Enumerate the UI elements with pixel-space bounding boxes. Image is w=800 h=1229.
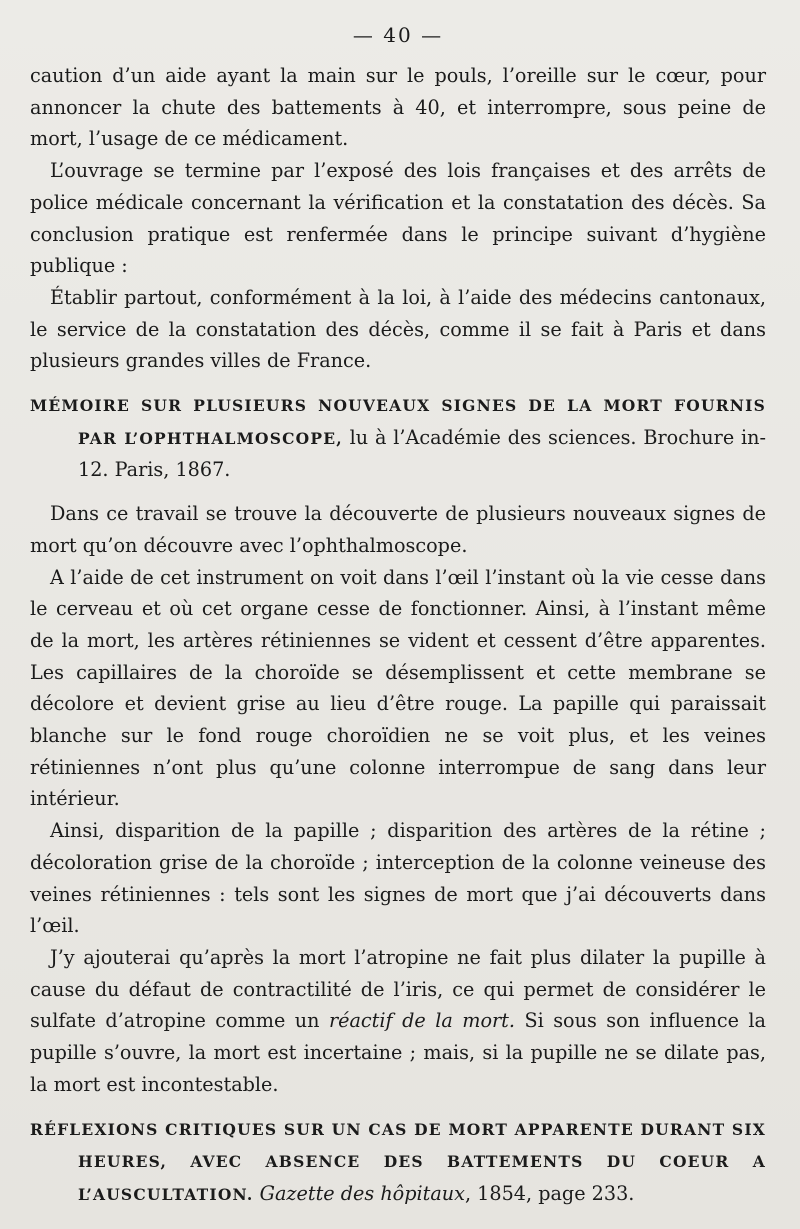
entry-details: lu à l’Académie des sciences. Brochure in-12. Paris, 1867. [78,425,767,482]
paragraph-travail: Dans ce travail se trouve la découverte de plusieurs nouveaux signes de mort qu’on découvre avec l’ophthalmoscope. [30,502,766,557]
paragraph-instrument: A l’aide de cet instrument on voit dans l’œil l’instant où la vie cesse dans le cerveau et où cet organe cesse de fonctionner. Ainsi, à l’instant même de la mort, les artères rétiniennes se vident et cessent d’être apparentes. Les capillaires de la choroïde se désemplissent et cette membrane se décolore et devient grise au lieu d’être rouge. La papille qui paraissait blanche sur le fond rouge choroïdien ne se voit plus, et les veines rétiniennes n’ont plus qu’une colonne interrompue de sang dans leur intérieur. [30,565,766,811]
paragraph-atropine [30,942,766,1101]
paragraph-continuation: caution d’un aide ayant la main sur le pouls, l’oreille sur le cœur, pour annoncer la chute des battements à 40, et interrompre, sous peine de mort, l’usage de ce médicament. [30,64,766,151]
paragraph-signes: Ainsi, disparition de la papille ; disparition des artères de la rétine ; décoloration grise de la choroïde ; interception de la colonne veineuse des veines rétiniennes : tels sont les signes de mort que j’ai découverts dans l’œil. [30,819,766,938]
paragraph-ouvrage: L’ouvrage se termine par l’exposé des lois françaises et des arrêts de police médicale concernant la vérification et la constatation des décès. Sa conclusion pratique est renfermée dans le principe suivant d’hygiène publique : [30,159,766,278]
atropine-text-1: J’y ajouterai qu’après la mort l’atropine ne fait plus dilater la pupille à cause du défaut de contractilité de l’iris, ce qui permet de considérer le sulfate d’atropine comme un [30,945,766,1033]
entry-title: MÉMOIRE SUR PLUSIEURS NOUVEAUX SIGNES DE LA MORT FOURNIS PAR L’OPHTHALMOSCOPE, [30,396,766,448]
entry-details: , 1854, page 233. [464,1181,635,1205]
atropine-text-2: Si sous son influence la pupille s’ouvre, la mort est incertaine ; mais, si la pupille ne se dilate pas, la mort est incontestable. [30,1009,766,1096]
paragraph-etablir: Établir partout, conformément à la loi, à l’aide des médecins cantonaux, le service de la constatation des décès, comme il se fait à Paris et dans plusieurs grandes villes de France. [30,285,766,373]
page-number: — 40 — [352,23,444,47]
entry-journal: Gazette des hôpitaux [253,1181,465,1205]
entry-title: RÉFLEXIONS CRITIQUES SUR UN CAS DE MORT APPARENTE DURANT SIX HEURES, AVEC ABSENCE DES BATTEMENTS DU COEUR A L’AUSCULTATION. [30,1119,766,1204]
atropine-italic: réactif de la mort. [328,1009,515,1033]
bibliography-entry-reflexions [30,1113,766,1211]
bibliography-entry-memoire [30,389,766,486]
